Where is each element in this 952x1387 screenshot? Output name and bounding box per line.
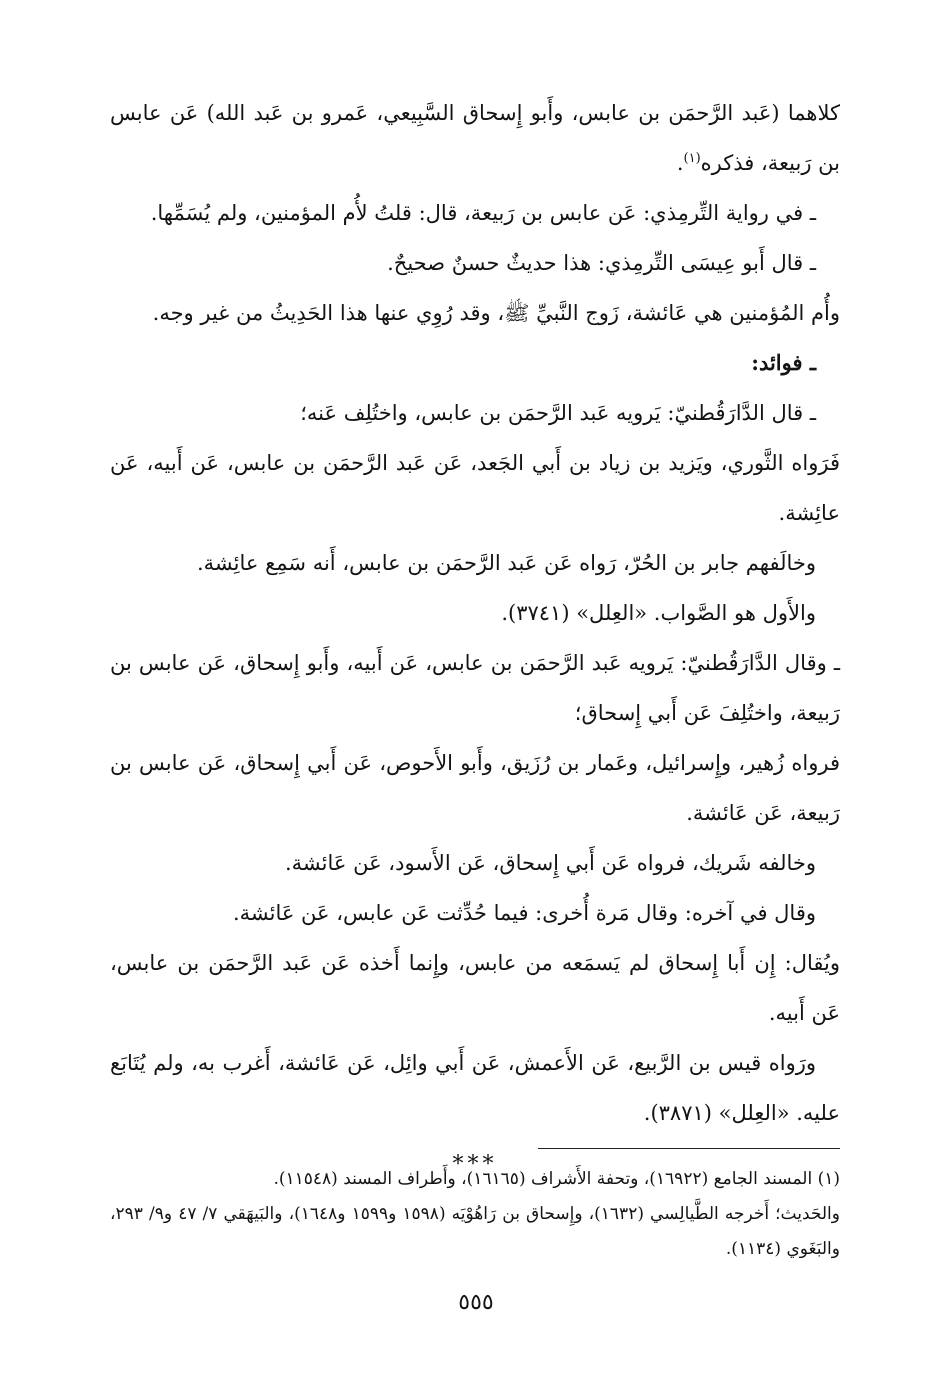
- footnote-1-continued: والحَديث؛ أَخرجه الطَّيالِسي (١٦٣٢)، وإِسحاق بن رَاهُوْيَه (١٥٩٨ و١٥٩٩ و١٦٤٨)، والبَيهَقي ٧/ ٤٧ و٩/ ٢٩٣، والبَغَوي (١١٣٤).: [110, 1204, 840, 1259]
- paragraph-sharik-narration: وخالفه شَريك، فرواه عَن أَبي إِسحاق، عَن الأَسود، عَن عَائشة.: [285, 851, 816, 875]
- paragraph-1-end: .: [676, 151, 684, 175]
- paragraph-qays-narration: ورَواه قيس بن الرَّبيع، عَن الأَعمش، عَن أَبي وائِل، عَن عَائشة، أَغرب به، ولم يُتَابَع عليه. «العِلل» (٣٨٧١).: [110, 1051, 840, 1125]
- paragraph-jabir-narration: وخالَفهم جابر بن الحُرّ، رَواه عَن عَبد الرَّحمَن بن عابس، أَنه سَمِع عائِشة.: [197, 551, 816, 575]
- section-heading-fawaid: ـ فوائد:: [751, 350, 816, 375]
- footnote-1: (١) المسند الجامع (١٦٩٢٢)، وتحفة الأَشراف (١٦١٦٥)، وأَطراف المسند (١١٥٤٨).: [273, 1169, 840, 1189]
- paragraph-1: [110, 88, 840, 188]
- footnote-divider: [538, 1148, 840, 1149]
- paragraph-thawri-narration: فَرَواه الثَّوري، ويَزيد بن زياد بن أَبي الجَعد، عَن عَبد الرَّحمَن بن عابس، عَن أَبيه، عَن عائِشة.: [110, 451, 840, 525]
- page-number: ٥٥٥: [458, 1290, 494, 1315]
- footnote-reference[interactable]: (١): [683, 151, 701, 166]
- paragraph-daraqutni-1: ـ قال الدَّارَقُطنيّ: يَرويه عَبد الرَّحمَن بن عابس، واختُلِف عَنه؛: [300, 401, 816, 425]
- paragraph-abu-ishaq-not-heard: ويُقال: إِن أَبا إِسحاق لم يَسمَعه من عابس، وإِنما أَخذه عَن عَبد الرَّحمَن بن عابس، عَن أَبيه.: [110, 951, 840, 1025]
- paragraph-ilal-3741: والأَول هو الصَّواب. «العِلل» (٣٧٤١).: [501, 601, 816, 625]
- paragraph-1-text: كلاهما (عَبد الرَّحمَن بن عابس، وأَبو إِسحاق السَّبِيعي، عَمرو بن عَبد الله) عَن عابس بن رَبيعة، فذكره: [110, 101, 840, 175]
- section-separator-stars: ***: [452, 1152, 498, 1177]
- paragraph-other-time: وقال في آخره: وقال مَرة أُخرى: فيما حُدِّثت عَن عابس، عَن عَائشة.: [232, 901, 816, 925]
- paragraph-daraqutni-2: ـ وقال الدَّارَقُطنيّ: يَرويه عَبد الرَّحمَن بن عابس، عَن أَبيه، وأَبو إِسحاق، عَن عابس بن رَبيعة، واختُلِفَ عَن أَبي إِسحاق؛: [110, 651, 840, 725]
- main-text: [110, 88, 840, 1182]
- paragraph-tirmidhi-narration: ـ في رواية التِّرمِذي: عَن عابس بن رَبيعة، قال: قلتُ لأُم المؤمنين، ولم يُسَمِّها.: [150, 201, 816, 225]
- footnotes: [110, 1162, 840, 1267]
- paragraph-umm-al-muminin: وأُم المُؤمنين هي عَائشة، زَوج النَّبيِّ ﷺ، وقد رُوِي عنها هذا الحَدِيثُ من غير وجه.: [152, 301, 840, 325]
- paragraph-tirmidhi-grading: ـ قال أَبو عِيسَى التِّرمِذي: هذا حديثٌ حسنٌ صحيحٌ.: [387, 251, 816, 275]
- paragraph-zuhair-narration: فرواه زُهير، وإِسرائيل، وعَمار بن رُزَيق، وأَبو الأَحوص، عَن أَبي إِسحاق، عَن عابس بن رَبيعة، عَن عَائشة.: [110, 751, 840, 825]
